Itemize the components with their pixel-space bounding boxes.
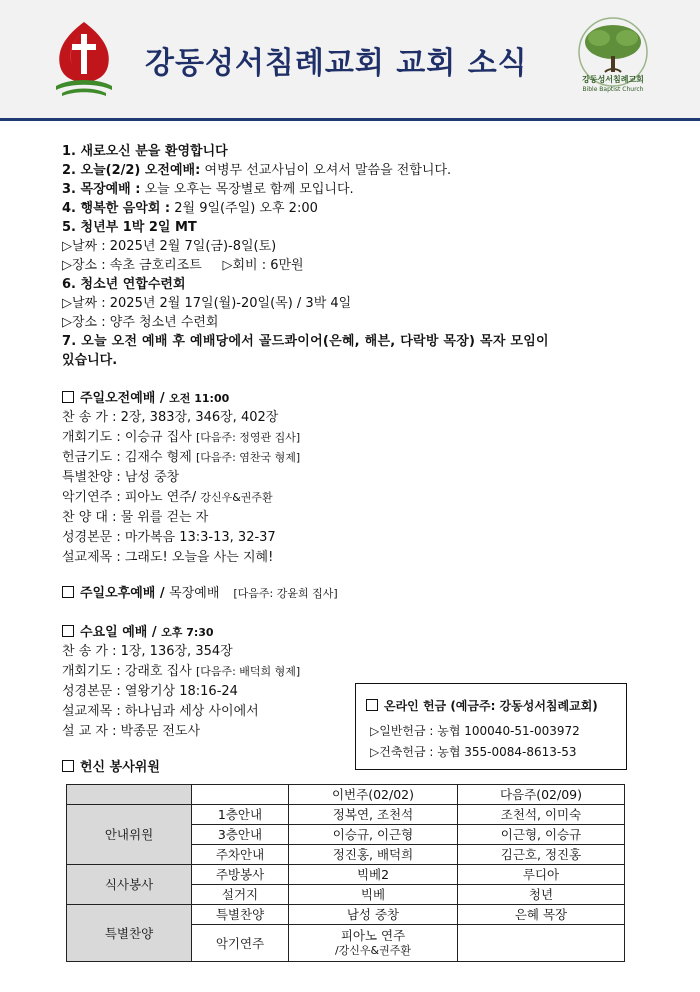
roster-heading: 헌신 봉사위원: [62, 760, 160, 776]
order-row: 설 교 자 : 박종문 전도사: [62, 724, 201, 739]
tree-logo-name: 강동성서침례교회: [582, 75, 644, 84]
morning-service-heading: 주일오전예배 / 오전 11:00: [62, 391, 229, 407]
order-row: 설교제목 : 하나님과 세상 사이에서: [62, 704, 259, 719]
table-header-row: [67, 785, 625, 805]
online-offering-box: [355, 683, 627, 770]
table-row: 설거지 빅베 청년: [67, 885, 625, 905]
news-item: 4. 행복한 음악회 : 2월 9일(주일) 오후 2:00: [62, 201, 318, 216]
general-offering-account: ▷일반헌금 : 농협 100040-51-003972: [370, 724, 580, 738]
checkbox-square-icon: [62, 760, 74, 772]
group-meal: 식사봉사: [67, 865, 192, 905]
table-row: 안내위원 1층안내 정복연, 조천석 조천석, 이미숙: [67, 805, 625, 825]
wednesday-service-heading: 수요일 예배 / 오후 7:30: [62, 625, 214, 641]
checkbox-square-icon: [62, 391, 74, 403]
order-row: 성경본문 : 열왕기상 18:16-24: [62, 684, 238, 699]
order-row: 개회기도 : 이승규 집사 [다음주: 정영관 집사]: [62, 430, 301, 445]
group-special: 특별찬양: [67, 905, 192, 962]
tree-logo: [565, 16, 661, 108]
order-row: 찬 송 가 : 2장, 383장, 346장, 402장: [62, 410, 279, 425]
news-item: 2. 오늘(2/2) 오전예배: 여병무 선교사님이 오셔서 말씀을 전합니다.: [62, 163, 452, 178]
online-offering-title: 온라인 헌금 (예금주: 강동성서침례교회): [366, 697, 598, 714]
afternoon-service-heading: 주일오후예배 / 목장예배 [다음주: 강윤희 집사]: [62, 586, 338, 602]
order-row: 성경본문 : 마가복음 13:3-13, 32-37: [62, 530, 276, 545]
table-row: 특별찬양 특별찬양 남성 중창 은혜 목장: [67, 905, 625, 925]
building-offering-account: ▷건축헌금 : 농협 355-0084-8613-53: [370, 745, 577, 759]
group-usher: 안내위원: [67, 805, 192, 865]
checkbox-square-icon: [62, 625, 74, 637]
news-detail: ▷날짜 : 2025년 2월 7일(금)-8일(토): [62, 239, 277, 254]
news-item: 있습니다.: [62, 353, 118, 368]
column-next-week: 다음주(02/09): [458, 785, 625, 805]
order-row: 악기연주 : 피아노 연주/ 강신우&권주환: [62, 490, 273, 505]
news-item: 1. 새로오신 분을 환영합니다: [62, 144, 228, 159]
tree-logo-subtitle: Bible Baptist Church: [582, 86, 644, 93]
page-title: 강동성서침례교회 교회 소식: [145, 46, 528, 81]
news-detail: ▷장소 : 속초 금호리조트 ▷회비 : 6만원: [62, 258, 304, 273]
news-item: 7. 오늘 오전 예배 후 예배당에서 골드콰이어(은혜, 해븐, 다락방 목장) 목자 모임이: [62, 334, 549, 349]
news-detail: ▷장소 : 양주 청소년 수련회: [62, 315, 219, 330]
news-detail: ▷날짜 : 2025년 2월 17일(월)-20일(목) / 3박 4일: [62, 296, 352, 311]
news-item: 3. 목장예배 : 오늘 오후는 목장별로 함께 모입니다.: [62, 182, 354, 197]
order-row: 찬 송 가 : 1장, 136장, 354장: [62, 644, 233, 659]
table-row: 악기연주 피아노 연주 /강신우&권주환: [67, 925, 625, 962]
order-row: 설교제목 : 그래도! 오늘을 사는 지혜!: [62, 550, 274, 565]
order-row: 개회기도 : 강래호 집사 [다음주: 배덕희 형제]: [62, 664, 301, 679]
order-row: 헌금기도 : 김재수 형제 [다음주: 염찬국 형제]: [62, 450, 301, 465]
news-item: 5. 청년부 1박 2일 MT: [62, 220, 197, 235]
column-this-week: 이번주(02/02): [289, 785, 458, 805]
church-cross-flame-logo: [50, 20, 118, 98]
checkbox-square-icon: [366, 699, 378, 711]
volunteer-roster-table: [66, 784, 625, 962]
news-item: 6. 청소년 연합수련회: [62, 277, 186, 292]
order-row: 특별찬양 : 남성 중창: [62, 470, 180, 485]
table-row: 식사봉사 주방봉사 빅베2 루디아: [67, 865, 625, 885]
order-row: 찬 양 대 : 물 위를 걷는 자: [62, 510, 209, 525]
checkbox-square-icon: [62, 586, 74, 598]
table-row: 주차안내 정진홍, 배덕희 김근호, 정진홍: [67, 845, 625, 865]
header-divider: [0, 118, 700, 121]
table-row: 3층안내 이승규, 이근형 이근형, 이승규: [67, 825, 625, 845]
